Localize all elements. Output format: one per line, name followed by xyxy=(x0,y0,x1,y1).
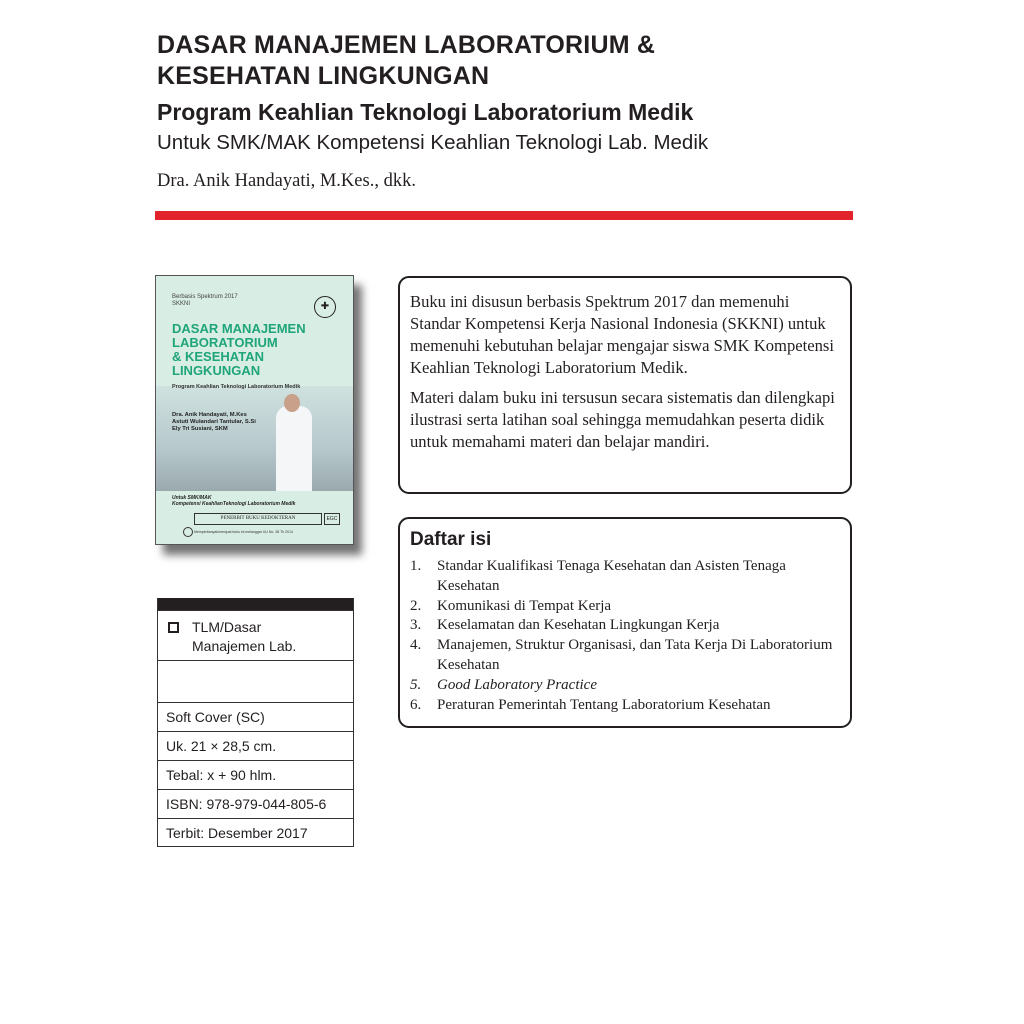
toc-item xyxy=(410,676,840,696)
book-author: Dra. Anik Handayati, M.Kes., dkk. xyxy=(157,171,416,191)
book-cover-image xyxy=(155,275,354,545)
specs-code-row xyxy=(158,610,353,660)
cover-footer: Memperbanyak/menjual buku ini melanggar UU No. 28 Th 2014 xyxy=(194,530,293,534)
specs-row: Terbit: Desember 2017 xyxy=(158,818,353,846)
toc-box xyxy=(398,517,852,728)
toc-text: Komunikasi di Tempat Kerja xyxy=(437,597,612,614)
toc-list xyxy=(410,557,840,715)
scientist-head xyxy=(284,394,300,412)
toc-number: 4. xyxy=(410,637,422,654)
toc-text: Keselamatan dan Kesehatan Lingkungan Kerja xyxy=(437,617,720,634)
book-subtitle: Program Keahlian Teknologi Laboratorium Medik xyxy=(157,99,694,125)
cover-author: Dra. Anik Handayati, M.Kes xyxy=(172,412,247,418)
cover-audience: Untuk SMK/MAK xyxy=(172,495,212,501)
specs-header-bar xyxy=(158,598,353,610)
specs-row: Tebal: x + 90 hlm. xyxy=(158,760,353,789)
egc-logo: EGC xyxy=(324,513,340,525)
toc-number: 5. xyxy=(410,676,422,693)
toc-text: Peraturan Pemerintah Tentang Laboratorium Kesehatan xyxy=(437,696,771,713)
title-line: DASAR MANAJEMEN LABORATORIUM & xyxy=(157,31,656,59)
specs-row: Uk. 21 × 28,5 cm. xyxy=(158,731,353,760)
description-box xyxy=(398,276,852,494)
specs-row: ISBN: 978-979-044-805-6 xyxy=(158,789,353,818)
copyright-seal-icon xyxy=(183,527,193,537)
toc-number: 3. xyxy=(410,617,422,634)
red-divider xyxy=(155,211,853,220)
toc-item xyxy=(410,597,840,617)
toc-text: Manajemen, Struktur Organisasi, dan Tata Kerja Di Laboratorium Kesehatan xyxy=(437,637,833,673)
toc-text: Standar Kualifikasi Tenaga Kesehatan dan Asisten Tenaga Kesehatan xyxy=(437,558,786,594)
toc-text: Good Laboratory Practice xyxy=(437,676,597,693)
book-title xyxy=(157,30,655,92)
lab-photo xyxy=(156,386,353,491)
toc-heading: Daftar isi xyxy=(410,529,492,550)
cover-title-line: LABORATORIUM xyxy=(172,335,278,350)
scientist-figure xyxy=(276,406,312,491)
title-line: KESEHATAN LINGKUNGAN xyxy=(157,62,490,90)
cover-title-line: LINGKUNGAN xyxy=(172,363,261,378)
description-paragraph: Buku ini disusun berbasis Spektrum 2017 dan memenuhi Standar Kompetensi Kerja Nasional Indonesia (SKKNI) untuk memenuhi kebutuhan belajar mengajar siswa SMK Kompetensi Keahlian Teknologi Laboratorium Medik. xyxy=(410,292,834,377)
specs-row: Soft Cover (SC) xyxy=(158,702,353,731)
cover-author: Ely Tri Susiani, SKM xyxy=(172,426,228,432)
cover-badge xyxy=(172,294,238,308)
description-paragraph: Materi dalam buku ini tersusun secara sistematis dan dilengkapi ilustrasi serta latihan soal sehingga memudahkan peserta didik untuk memahami materi dan belajar mandiri. xyxy=(410,388,835,451)
toc-number: 1. xyxy=(410,558,422,574)
cover-publisher: PENERBIT BUKU KEDOKTERAN xyxy=(194,513,322,525)
cover-subtitle: Program Keahlian Teknologi Laboratorium Medik xyxy=(172,384,301,390)
toc-item xyxy=(410,557,840,597)
toc-item xyxy=(410,696,840,716)
cover-title-line: & KESEHATAN xyxy=(172,349,264,364)
toc-number: 6. xyxy=(410,696,422,713)
toc-number: 2. xyxy=(410,597,422,614)
cover-audience: Kompetensi KeahlianTeknologi Laboratorium Medik xyxy=(172,501,296,507)
toc-item xyxy=(410,616,840,636)
badge-line: Berbasis Spektrum 2017 xyxy=(172,294,238,300)
specs-empty-row xyxy=(158,660,353,702)
checkbox-icon xyxy=(168,622,179,633)
cover-title-line: DASAR MANAJEMEN xyxy=(172,321,306,336)
badge-line: SKKNI xyxy=(172,301,191,307)
specs-table xyxy=(157,598,354,847)
publisher-emblem-icon: ✚ xyxy=(314,296,336,318)
specs-code: TLM/Dasar Manajemen Lab. xyxy=(192,619,297,654)
cover-author: Astuti Wulandari Tantular, S.Si xyxy=(172,419,256,425)
book-audience: Untuk SMK/MAK Kompetensi Keahlian Teknologi Lab. Medik xyxy=(157,131,709,154)
toc-item xyxy=(410,636,840,676)
